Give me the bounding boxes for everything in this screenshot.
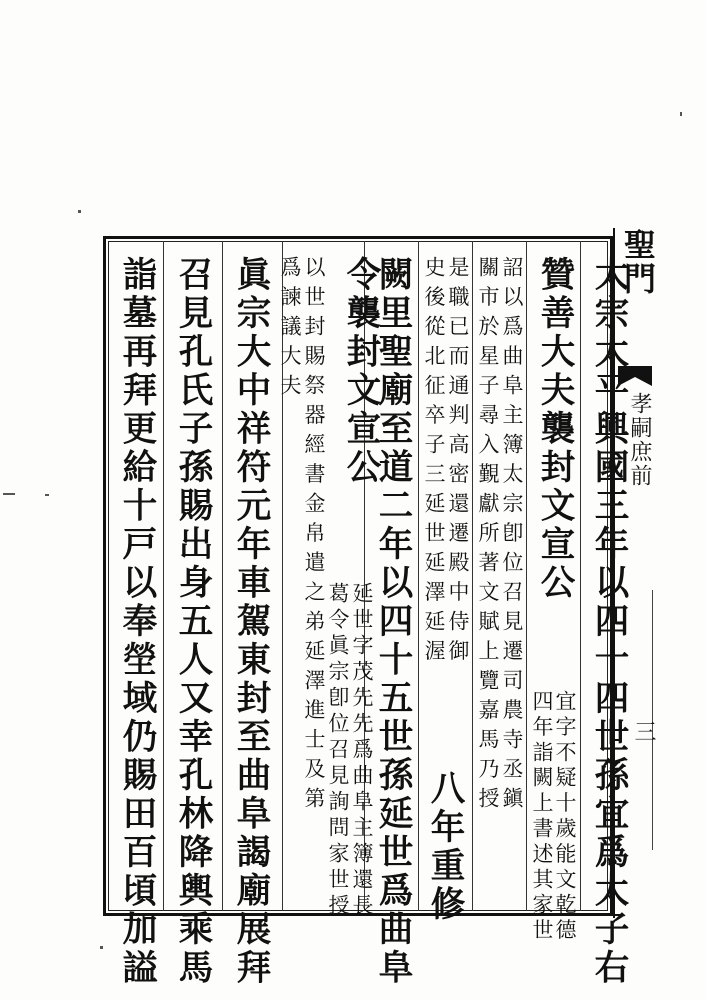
column-divider (222, 241, 223, 911)
text-column-3: 詔以爲曲阜主簿太宗卽位召見遷司農寺丞鎭 (500, 256, 524, 817)
column-2-note-left: 四年詣闕上書述其家世 (530, 690, 554, 944)
text-column-10: 爲諫議大夫 (278, 256, 302, 404)
column-8-note-left: 葛令眞宗卽位召見詢問家世授 (326, 582, 350, 920)
column-divider (418, 241, 419, 911)
text-column-11: 眞宗大中祥符元年車駕東封至曲阜謁廟展拜 (230, 256, 270, 988)
text-column-5: 是職已而通判高密還遷殿中侍御 (446, 256, 470, 669)
column-2-main: 贊善大夫襲封文宣公 (534, 256, 574, 603)
text-column-13: 詣墓再拜更給十戸以奉塋域仍賜田百頃加謚 (116, 256, 156, 988)
text-column-1: 太宗太平興國三年以四十四世孫宜爲太子右 (588, 256, 628, 988)
text-column-4: 關市於星子尋入覲獻所著文賦上覽嘉馬乃授 (476, 256, 500, 817)
text-column-6: 史後從北征卒子三延世延澤延渥 (422, 256, 446, 669)
leaf-number: 三 (631, 720, 656, 742)
banxin-title: 聖門 (619, 228, 657, 296)
banxin-subtitle: 孝嗣庶前 (627, 392, 652, 488)
text-column-9: 以世封賜祭器經書金帛遣之弟延澤進士及第 (302, 256, 326, 817)
column-8-main: 令襲封文宣公 (340, 256, 380, 487)
text-column-12: 召見孔氏子孫賜出身五人又幸孔林降輿乘馬 (172, 256, 212, 988)
column-divider (580, 241, 581, 911)
column-2-note-right: 宜字不疑十歲能文乾德 (553, 690, 577, 944)
column-divider (163, 241, 164, 911)
text-column-6-tail: 八年重修 (424, 770, 464, 924)
column-divider (472, 241, 473, 911)
column-8-note-right: 延世字茂先先爲曲阜主簿還長 (350, 582, 374, 920)
text-column-7: 闕里聖廟至道二年以四十五世孫延世爲曲阜 (372, 256, 412, 988)
column-divider (526, 241, 527, 911)
